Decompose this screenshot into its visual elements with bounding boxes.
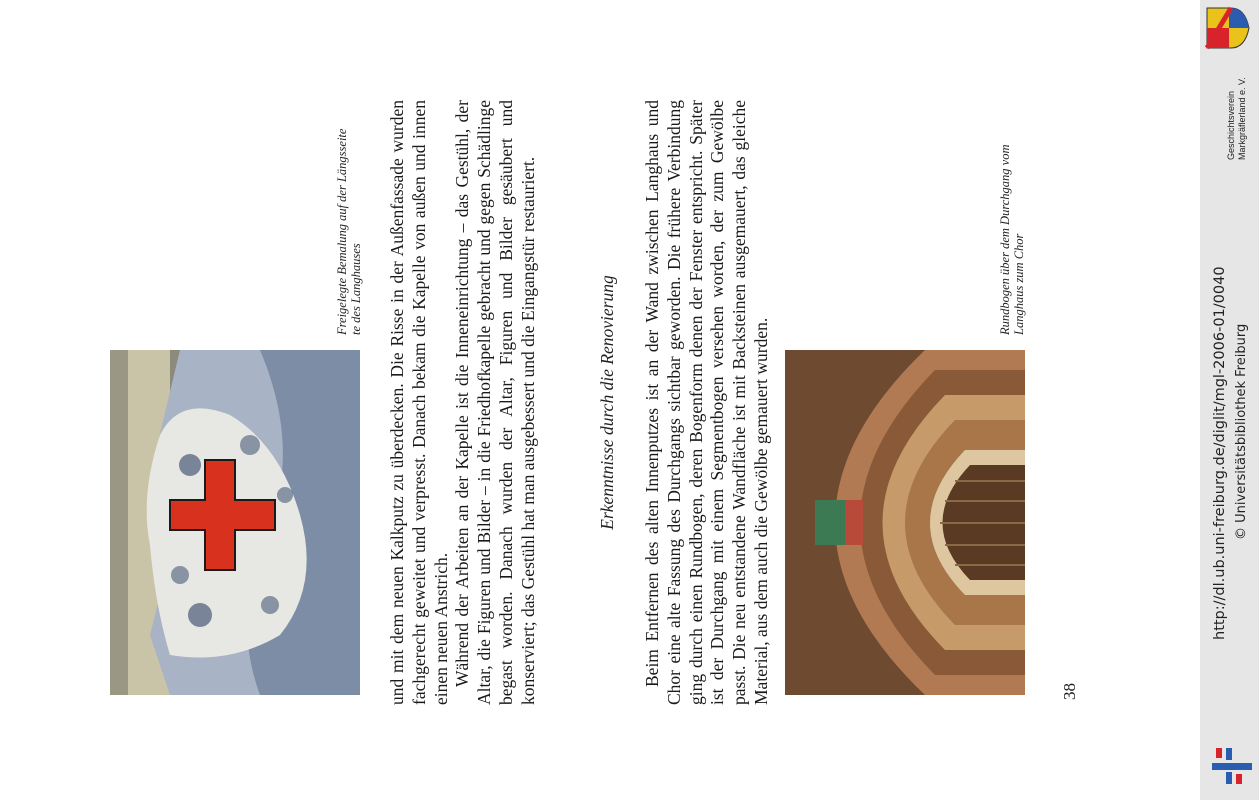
fresco-caption xyxy=(335,15,363,335)
sidebar-url: http://dl.ub.uni-freiburg.de/diglit/mgl-2006-01/0040 xyxy=(1212,266,1228,640)
body-text-block-1 xyxy=(387,100,540,705)
fresco-image xyxy=(110,350,360,695)
society-name-line-1: Geschichtsverein xyxy=(1226,90,1236,160)
society-name xyxy=(1226,77,1247,160)
fresco-photo xyxy=(110,350,360,695)
page-number: 38 xyxy=(1060,683,1079,700)
library-logo-icon xyxy=(1212,744,1252,788)
body-paragraph-1: und mit dem neuen Kalkputz zu überdecken. Die Risse in der Außenfassade wurden fachgerecht geweitet und verpresst. Danach bekam die Kapelle von außen und innen einen neuen Anstrich. xyxy=(387,100,451,705)
fresco-caption-line-2: te des Langhauses xyxy=(349,243,363,335)
section-heading: Erkenntnisse durch die Renovierung xyxy=(597,275,617,530)
sidebar-copyright: © Universitätsbibliothek Freiburg xyxy=(1234,323,1249,540)
arch-caption xyxy=(998,15,1026,335)
body-paragraph-2: Während der Arbeiten an der Kapelle ist die Inneneinrichtung – das Gestühl, der Altar, die Figuren und Bilder – in die Friedhofkapelle gebracht und gegen Schädlinge begast worden. Danach wurden der Altar, Figuren und Bilder gesäubert und konserviert; das Gestühl hat man ausgebessert und die Eingangstür restauriert. xyxy=(452,100,538,705)
library-sidebar xyxy=(1200,0,1259,800)
arch-caption-line-2: Langhaus zum Chor xyxy=(1012,233,1026,335)
society-name-line-2: Markgräflerland e. V. xyxy=(1236,77,1247,160)
sidebar-rotated xyxy=(1200,0,1259,800)
society-coat-of-arms-icon xyxy=(1205,6,1251,50)
arch-photo xyxy=(785,350,1025,695)
arch-caption-line-1: Rundbogen über dem Durchgang vom xyxy=(998,144,1012,335)
body-paragraph-3: Beim Entfernen des alten Innenputzes ist an der Wand zwischen Langhaus und Chor eine alte Fassung des Durchgangs sichtbar geworden. Die frühere Verbindung ging durch einen Rundbogen, deren Bogenform denen der Fenster entspricht. Später ist der Durchgang mit einem Segmentbogen versehen worden, der zum Gewölbe passt. Die neu entstandene Wandfläche ist mit Backsteinen ausgemauert, das gleiche Material, aus dem auch die Gewölbe gemauert wurden. xyxy=(642,100,771,705)
body-text-block-2 xyxy=(642,100,773,705)
fresco-caption-line-1: Freigelegte Bemalung auf der Längsseite xyxy=(335,128,349,335)
arch-image xyxy=(785,350,1025,695)
